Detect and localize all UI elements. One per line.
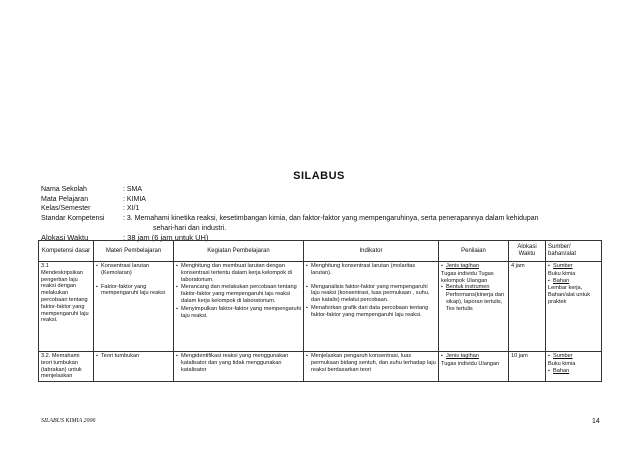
list-item: ▪ Teori tumbukan [96, 353, 171, 360]
header-alokasi-waktu: Alokasi Waktu [509, 241, 546, 262]
cell-penilaian [439, 352, 509, 382]
list-item: ▪ Merancang dan melakukan percobaan tentang faktor-faktor yang mempengaruhi laju reaksi dalam kerja kelompok di laboratorium. [176, 284, 301, 304]
list-item: ▪ Menganalisis faktor-faktor yang mempengaruhi laju reaksi (konsentrasi, luas permukaan , suhu, dan katalis) melalui percobaan. [306, 284, 436, 304]
sumber-body: Lembar kerja, Bahan/alat untuk praktek [548, 285, 590, 305]
meta-value: : XI/1 [123, 205, 140, 212]
list-item: ▪ Menyimpulkan faktor-faktor yang mempengaruhi laju reaksi. [176, 306, 301, 320]
meta-label: Standar Kompetensi [41, 215, 105, 222]
meta-value: : 38 jam (6 jam untuk UH) [123, 233, 209, 242]
penilaian-body: Performans(kinerja dan sikap), laporan tertulis, Tes tertulis [446, 292, 505, 312]
cell-kd: 3.2. Memahami teori tumbukan (tabrakan) untuk menjelaskan [39, 352, 94, 382]
cell-penilaian [439, 262, 509, 352]
table-row [39, 262, 602, 352]
list-item [548, 353, 599, 360]
sumber-body: Buku kimia [548, 360, 576, 367]
table-header-row [39, 241, 602, 262]
cell-kegiatan [174, 262, 304, 352]
cell-kegiatan [174, 352, 304, 382]
list-item: ▪ Mengidentifikasi reaksi yang menggunakan katalisator dan yang tidak menggunakan katalisator [176, 353, 301, 373]
list-item: ▪ Menafsirkan grafik dari data percobaan tentang faktor-faktor yang mempengaruhi laju reaksi. [306, 305, 436, 319]
list-item: ▪ Konsentrasi larutan (Kemolaran) [96, 263, 171, 277]
cell-materi [94, 262, 174, 352]
silabus-table [38, 240, 602, 382]
list-item [441, 284, 506, 291]
meta-value-continued: sehari-hari dan industri. [153, 225, 227, 232]
penilaian-heading: Jenis tagihan [446, 353, 479, 359]
page-number: 14 [592, 418, 600, 425]
penilaian-heading: Bentuk instrumen [446, 284, 490, 291]
penilaian-heading: Jenis tagihan [446, 263, 479, 269]
list-item: ▪ Faktor-faktor yang mempengaruhi laju reaksi [96, 284, 171, 298]
sumber-heading: Bahan [553, 277, 570, 284]
header-materi: Materi Pembelajaran [94, 241, 174, 262]
list-item [548, 278, 599, 285]
sumber-body: Buku kimia [548, 270, 576, 277]
list-item: ▪ Menjelaskan pengaruh konsentrasi, luas permukaan bidang sentuh, dan suhu terhadap laju reaksi berdasarkan teori [306, 353, 436, 373]
penilaian-body: Tugas individu Ulangan [441, 360, 500, 367]
meta-label: Mata Pelajaran [41, 196, 89, 203]
cell-indikator [304, 352, 439, 382]
list-item [548, 263, 599, 270]
page-title: SILABUS [293, 170, 345, 182]
cell-alokasi: 4 jam [509, 262, 546, 352]
cell-alokasi: 10 jam [509, 352, 546, 382]
list-item: ▪ Menghitung dan membuat larutan dengan konsentrasi tertentu dalam kerja kelompok di laboratorium. [176, 263, 301, 283]
table-row [39, 352, 602, 382]
list-item [548, 368, 599, 375]
cell-sumber [546, 262, 602, 352]
list-item [441, 353, 506, 360]
cell-kd: 3.1 Mendeskripsikan pengertian laju reaksi dengan melakukan percobaan tentang faktor-faktor yang mempengaruhi laju reaksi. [39, 262, 94, 352]
header-penilaian: Penilaian [439, 241, 509, 262]
header-sumber: Sumber/ bahan/alat [546, 241, 602, 262]
cell-indikator [304, 262, 439, 352]
cell-materi [94, 352, 174, 382]
sumber-heading: Sumber [553, 353, 573, 359]
meta-value: : 3. Memahami kinetika reaksi, kesetimbangan kimia, dan faktor-faktor yang mempengaruhinya, serta penerapannya dalam kehidupan [123, 215, 539, 222]
footer-doc-name: SILABUS KIMIA 2006 [41, 418, 96, 424]
sumber-heading: Sumber [553, 263, 573, 269]
sumber-heading: Bahan [553, 367, 570, 374]
meta-label: Kelas/Semester [41, 205, 91, 212]
header-indikator: Indikator [304, 241, 439, 262]
meta-value: : SMA [123, 186, 143, 193]
meta-value: : KIMIA [123, 196, 146, 203]
list-item: ▪ Menghitung konsentrasi larutan (molaritas larutan). [306, 263, 436, 277]
silabus-table-wrapper [38, 240, 601, 382]
penilaian-body: Tugas individu Tugas kelompok Ulangan [441, 270, 494, 284]
meta-label: Nama Sekolah [41, 186, 87, 193]
list-item [441, 263, 506, 270]
header-kegiatan: Kegiatan Pembelajaran [174, 241, 304, 262]
header-kompetensi-dasar: Kompetensi dasar [39, 241, 94, 262]
meta-label: Alokasi Waktu [41, 233, 89, 242]
cell-sumber [546, 352, 602, 382]
